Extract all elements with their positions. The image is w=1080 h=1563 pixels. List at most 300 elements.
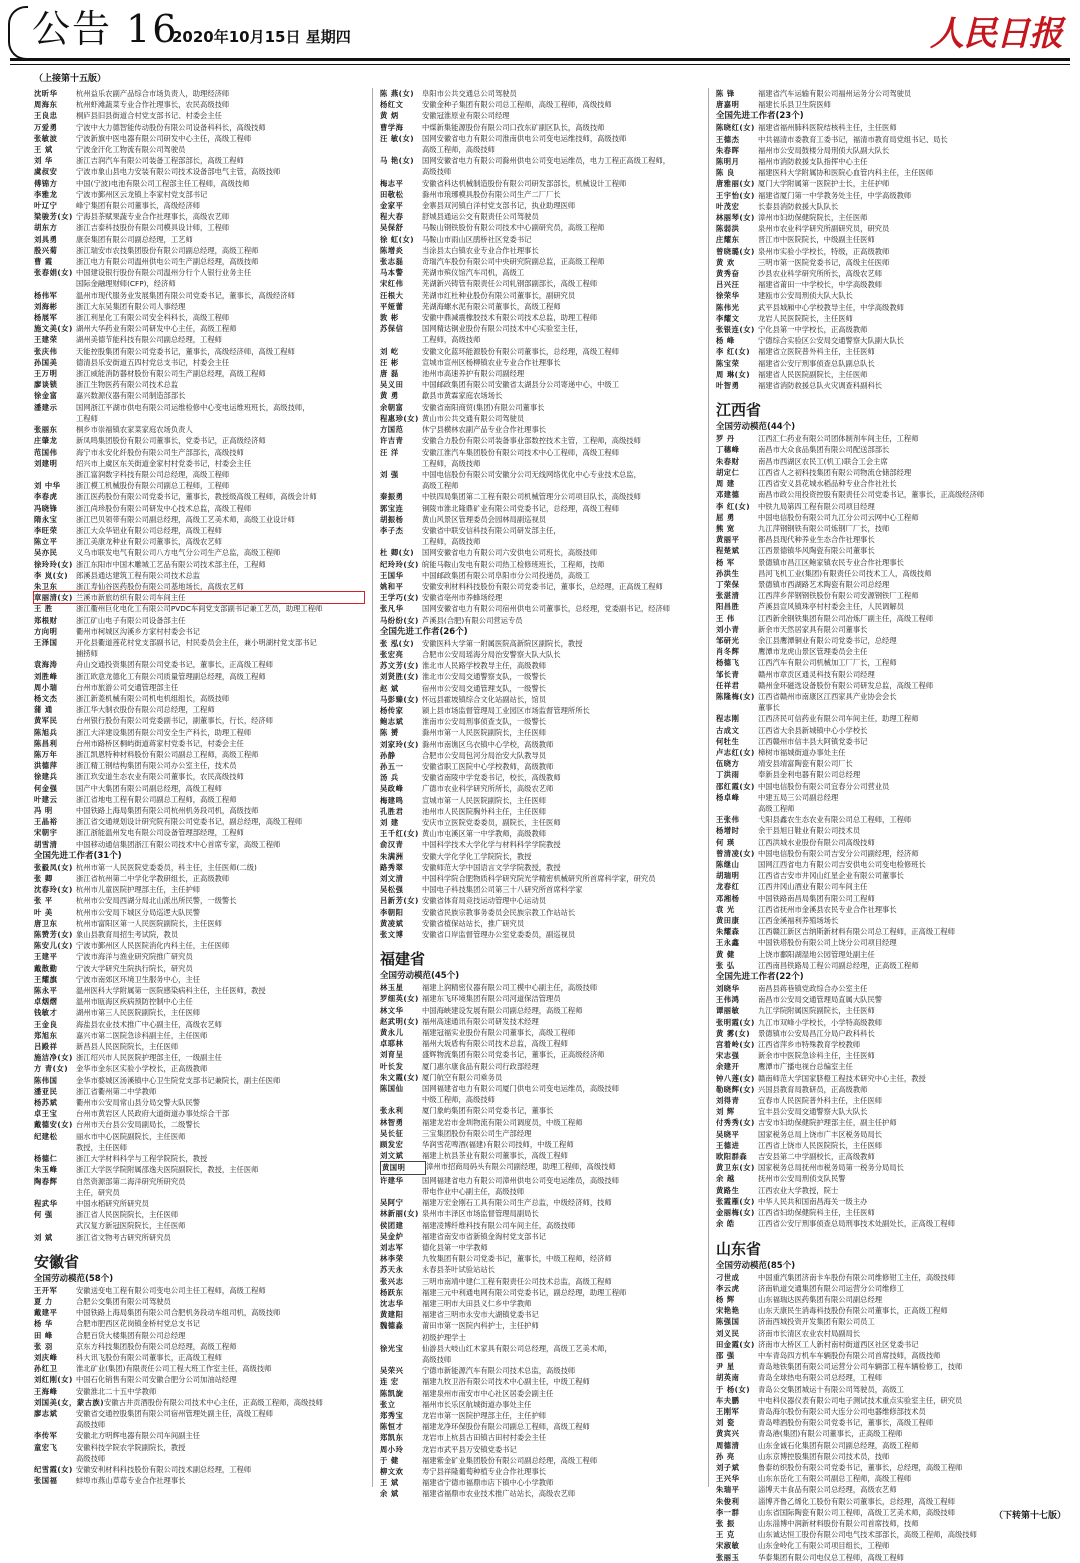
honoree-description: 池州市人民医院胸外科主任，主任医师 [422,806,547,816]
list-item [716,1417,1046,1428]
list-item [34,1220,364,1231]
honoree-description: 杭州市富阳区第一人民医院副院长，主任医师 [76,918,222,928]
list-item [34,346,364,357]
honoree-description: 国网福建省电力有限公司漳州供电公司变电运维员，高级技师 [422,1175,620,1185]
honoree-description: 宁波金汗化工物流有限公司驾驶员 [76,145,186,155]
honoree-name: 付秀秀(女) [716,1118,755,1128]
list-item [380,772,710,783]
list-item [380,1410,710,1421]
honoree-name: 罗细英(女) [380,994,419,1004]
honoree-description: 浙江威能消防器材股份有限公司生产副总经理，高级工程师 [76,369,266,379]
honoree-description: 芜湖市红杜种业股份有限公司董事长，副研究员 [422,290,576,300]
honoree-description: 南昌市西湖区农民工(机工)联合工会主席 [758,456,888,466]
honoree-description: 漳州市招商局码头有限公司副经理，助理工程师，高级技师 [426,1162,616,1172]
list-item [380,1161,710,1174]
honoree-description: 浙江电力有限公司温州供电公司生产副总经理，高级技师 [76,257,259,267]
list-item [716,769,1046,780]
list-item [380,222,710,233]
honoree-name: 杨传家 [380,705,404,715]
list-item [716,88,1046,99]
honoree-description: 芜湖新兴铸管有限责任公司轧钢部副部长，高级工程师 [422,279,598,289]
honoree-description: 合肥市公安局瑶海分局治安警察大队大队长 [422,649,561,659]
honoree-name: 朱耀森 [716,927,740,937]
list-item [716,1283,1046,1294]
honoree-description: 山东省国际陶瓷有限公司工程师，高级工艺美术师，高级技师 [758,1507,956,1517]
honoree-description: 浙江大东吴集团有限公司人事经理 [76,301,186,311]
list-item [34,570,364,581]
list-item [716,178,1046,189]
honoree-description: 江西省大余县新城镇中心小学校长 [758,725,868,735]
list-item [380,357,710,368]
honoree-name: 刘家玲(女) [380,739,419,749]
honoree-name: 车夫鹏 [716,1395,740,1405]
honoree-description: 安徽省亳州市养蜂场经理 [422,593,503,603]
honoree-name: 王 克 [716,1530,735,1540]
list-item [34,88,364,99]
list-item [716,358,1046,369]
list-item [34,503,364,514]
honoree-description: 淄博天丰食品有限公司总经理，高级农艺师 [758,1485,897,1495]
list-item [380,918,710,929]
honoree-description: 峰宁集团有限公司董事长，高级经济师 [76,201,201,211]
honoree-name: 陈 赟 [380,728,399,738]
honoree-description: 青岛海尔股份有限公司大连分公司电器维修部技术员 [758,1406,926,1416]
honoree-name: 李耀文 [716,313,740,323]
honoree-name: 王耀旗 [34,974,58,984]
honoree-description: 江西赣江新区吉纳斯新材料有限公司总工程师，正高级工程师 [758,927,956,937]
honoree-description: 安徽省体育局竞技运动管理中心运动员 [422,896,547,906]
honoree-name: 张霞雁(女) [716,1196,755,1206]
honoree-name: 杜 卿(女) [380,548,415,558]
honoree-description: 中国(宁波)电池有限公司工程部主任工程师，高级技师 [76,178,250,188]
honoree-name: 余 越 [716,1174,735,1184]
honoree-description: 中国铁路上海局集团有限公司杭州机务段司机，高级技师 [76,806,259,815]
column-2 [380,88,710,1500]
category-heading: 全国先进工作者(31个) [34,850,122,861]
list-item [34,256,364,267]
honoree-description: 浙江新菱机械有限公司机电机组组长，高级技师 [76,693,230,703]
honoree-description: 安徽安利材料科技股份有限公司技术副总经理，工程师 [76,1464,252,1474]
honoree-description: 黄山市公共交通有限公司驾驶员 [422,413,525,423]
honoree-name: 田金霞(女) [716,1339,755,1349]
honoree-description: 中国邮政集团有限公司阜阳市分公司投递员，高级工 [422,570,590,580]
honoree-description: 安徽淮北二十五中学教师 [76,1386,157,1396]
honoree-description: 福建省汽车运输有限公司福州运务分公司驾驶员 [758,89,912,98]
honoree-name: 柳文欢 [380,1466,404,1476]
list-item [716,313,1046,324]
honoree-description: 福建省公安厅刑事侦查总队副总队长 [758,358,875,368]
honoree-description: 衢州市公安局常山县分局交警大队民警 [76,1098,201,1108]
honoree-name: 何 瑛 [716,837,735,847]
honoree-description: 浙江欧意龙德化工有限公司质量管理副总经理，高级工程师 [76,671,266,681]
honoree-description: 安徽省中联安信科技有限公司研发部主任， [422,525,561,535]
honoree-name: 程惠珍(女) [380,413,419,423]
honoree-description: 安徽冠淮原业有限公司经理 [422,111,510,121]
list-item [34,525,364,536]
honoree-description: 青岛地铁集团有限公司运营分公司车辆部工程车辆检修工，技师 [758,1362,963,1372]
honoree-name: 苏保信 [380,324,404,334]
list-item [716,467,1046,478]
honoree-description: 安徽古井贡酒股份有限公司技术中心主任，正高级工程师，高级技师 [104,1397,323,1407]
list-item [34,1209,364,1220]
province-heading: 安徽省 [34,1252,80,1271]
honoree-description: 济南西城投资开发集团有限公司员工 [758,1317,875,1327]
list-item [716,1328,1046,1339]
honoree-description: 江西金溪福利养殖场场长 [758,916,839,926]
list-item [34,402,364,413]
list-item [380,110,710,121]
honoree-name: 李子杰 [380,525,404,535]
honoree-name: 杨卓峰 [716,792,740,802]
honoree-description: 主任，研究员 [76,1187,120,1197]
honoree-description: 山东京博控股集团有限公司技术员，技师 [758,1451,890,1461]
list-item [380,1388,710,1399]
list-item [34,715,364,726]
honoree-description: 合肥市肥西区花岗镇金桥村党总支书记 [76,1319,201,1329]
honoree-description: 郎溪县通达建筑工程有限公司技术总监 [76,570,201,580]
list-item [380,211,710,222]
honoree-name: 苏天永 [380,1265,404,1275]
honoree-name: 张湛清 [716,591,740,601]
honoree-name: 张 平 [34,896,53,906]
honoree-description: 九江萍钢钢铁有限公司炼钢厂厂长，技师 [758,523,890,533]
honoree-description: 宁波市鄞州区人民医院消化内科主任，主任医师 [76,941,230,951]
honoree-name: 庄耀东 [716,235,740,245]
list-item [380,447,710,458]
list-item [716,1484,1046,1495]
honoree-description: 国网安徽省电力有限公司淮南供电公司变电运维技师，高级技师 [422,133,627,143]
honoree-name: 王学巧(女) [380,593,419,603]
honoree-name: 范国伟 [34,447,58,457]
list-item [34,827,364,838]
honoree-name: 张 振 [716,1518,735,1528]
honoree-description: 抚州市公安局刑侦支队民警 [758,1174,846,1184]
list-item [716,501,1046,512]
honoree-description: 舟山交通投资集团有限公司党委书记，董事长，正高级工程师 [76,660,274,670]
list-item [716,983,1046,994]
honoree-name: 连 宏 [380,1377,399,1387]
honoree-name: 洪德萍 [34,761,58,771]
honoree-description: 江西汇仁药业有限公司团体制剂车间主任，工程师 [758,434,919,444]
list-item [34,110,364,121]
honoree-description: 高级技师 [76,1420,106,1430]
list-item [34,738,364,749]
honoree-description: 福州市消防救援支队指挥中心主任 [758,157,868,167]
honoree-name: 王万明 [34,369,58,379]
list-item [716,915,1046,926]
honoree-name: 章丽清(女) [34,593,73,603]
honoree-description: 淮北市公安局交通警察支队，一级警长 [422,672,547,682]
honoree-description: 高级技师 [422,167,452,177]
honoree-name [34,1220,76,1231]
list-item [380,503,710,514]
list-item [380,1105,710,1116]
honoree-name: 张 卿 [34,874,53,884]
honoree-name: 梅建鸣 [380,795,404,805]
honoree-name: 李春虎 [34,492,58,502]
honoree-description: 湖州市第三人民医院副院长，主任医师 [76,1008,201,1018]
honoree-description: 浙江模工机械股份有限公司副总工程师，工程师 [76,481,230,491]
honoree-name: 沈志华 [380,1298,404,1308]
honoree-description: 国网精达铜业股份有限公司技术中心实验室主任， [422,324,583,334]
list-item [380,1253,710,1264]
honoree-name: 刘志军 [380,1242,404,1252]
honoree-name: 郑根财 [34,615,58,625]
honoree-name: 陈国仙 [380,1084,404,1094]
list-item [380,144,710,155]
list-item [34,963,364,974]
list-item [380,1264,710,1275]
honoree-name: 王宇怡(女) [716,190,755,200]
honoree-name: 尹 星 [716,1362,735,1372]
honoree-name: 刘 强 [380,469,399,479]
list-item [716,1028,1046,1039]
honoree-name: 黄永儿 [380,1028,404,1038]
honoree-description: 池州市高速养护有限公司副经理 [422,369,525,379]
list-item [34,1386,364,1397]
honoree-description: 江西萍乡萍钢钢铁股份有限公司安源钢铁厂工程师 [758,591,919,601]
list-item [34,704,364,715]
honoree-description: 浙江大洋建设集团有限公司安全生产科长，助理工程师 [76,727,252,737]
list-item [716,1207,1046,1218]
honoree-description: 天能控股集团有限公司党委书记，董事长，高级经济师，高级工程师 [76,346,295,356]
list-item [34,290,364,301]
honoree-name: 丁洪雨 [716,770,740,780]
honoree-name: 丁荣保 [716,579,740,589]
honoree-name: 周德清 [716,1440,740,1450]
honoree-name: 陈立平 [34,537,58,547]
list-item [380,133,710,144]
list-item [716,792,1046,803]
honoree-name: 吴长征 [380,1128,404,1138]
honoree-name: 唐雅丽(女) [716,179,755,189]
honoree-description: 安徽省口岸监督管理办公室党委委员，副巡视员 [422,930,576,940]
list-item [380,615,710,626]
honoree-name: 王国华 [380,570,404,580]
list-item [380,514,710,525]
list-item [716,134,1046,145]
honoree-name: 纪雪霞(女) [34,1464,73,1474]
honoree-description: 浙江生物医药有限公司技术总监 [76,380,179,390]
honoree-name: 廖谈锁 [34,380,58,390]
honoree-name: 鲍志斌 [380,717,404,727]
honoree-description: 江西省赣州市南康区江西家具产业协会会长 [758,691,897,701]
honoree-name: 刘海彬 [34,301,58,311]
list-item [716,859,1046,870]
list-item [716,1473,1046,1484]
honoree-name: 吴阿宁 [380,1198,404,1208]
honoree-name: 张志磊 [380,257,404,267]
honoree-description: 安庆市立医院党委委员，副院长，主任医师 [422,818,561,827]
honoree-name: 胡定仁 [716,467,740,477]
honoree-name: 陈昌利 [34,738,58,748]
list-item [716,1305,1046,1316]
list-item [34,1374,364,1385]
honoree-name: 陈明月 [716,157,740,167]
honoree-description: 江西济民可信药业有限公司车间主任，助理工程师 [758,714,919,724]
honoree-name: 陈增炎 [380,245,404,255]
honoree-name: 曾晓璐(女) [716,246,755,256]
list-item [716,825,1046,836]
list-item [34,413,364,424]
honoree-name: 杨德飞 [716,658,740,668]
honoree-name: 吴义田 [380,380,404,390]
honoree-name: 何金强 [34,783,58,793]
list-item [716,691,1046,702]
honoree-name: 朱满洲 [380,851,404,861]
honoree-description: 泉州市农业科学研究所副研究员，研究员 [758,224,890,234]
list-item [716,1272,1046,1283]
list-item [34,1164,364,1175]
honoree-name: 王建平 [34,952,58,962]
honoree-description: 宁波市鄞州区云龙镇上李家村党支部书记 [76,189,208,199]
list-item [716,1552,1046,1563]
honoree-name: 林玉星 [380,983,404,993]
list-item [716,1350,1046,1361]
honoree-description: 南昌县蒋巷镇党政综合办公室主任 [758,984,868,994]
honoree-description: 浙江浙能温州发电有限公司设备管理部经理，工程师 [76,828,244,838]
honoree-description: 吉安市妇幼保健院护理部主任，副主任护师 [758,1118,897,1128]
honoree-name: 周小玲 [380,1444,404,1454]
honoree-name: 陈恒才 [380,1422,404,1432]
honoree-description: 宁德综合实验区公安局交通警察大队副大队长 [758,336,904,346]
honoree-description: 江西洪城水业股份有限公司高级技师 [758,837,875,847]
honoree-description: 山东诚达恒工股份有限公司电气技术部部长，高级工程师，高级技师 [758,1530,977,1540]
list-item [34,1052,364,1063]
section-title: 公告 16 [32,7,179,51]
list-item [34,1352,364,1363]
honoree-description: 山东福瑞达医药集团有限公司副总经理 [758,1294,883,1304]
honoree-description: 鲁泰纺织股份有限公司党委书记，董事长，总经理，高级工程师 [758,1462,963,1472]
honoree-description: 安徽省南陵中学党委书记，校长，高级教师 [422,773,561,783]
honoree-description: 滁州市琅琊模具股份有限公司生产二厂厂长 [422,189,561,199]
honoree-description: 山东金诚石化集团有限公司副总经理，高级工程师 [758,1440,919,1450]
honoree-description: 福建泉州市南安市中心社区居委会副主任 [422,1388,554,1398]
list-item [380,660,710,671]
honoree-description: 南昌市大众食品集团有限公司配送部部长 [758,445,890,455]
honoree-name [34,413,76,424]
list-item [34,974,364,985]
list-item [34,491,364,502]
honoree-name: 刘胜峰 [34,671,58,681]
honoree-description: 温州市瓯海区疾病预防控制中心主任 [76,997,193,1007]
honoree-name: 王 伟 [716,613,735,623]
list-item [716,601,1046,612]
honoree-name: 隋永宝 [34,514,58,524]
list-item [34,1419,364,1430]
list-item [34,760,364,771]
honoree-description: 九牧集团有限公司党委书记，董事长，中级工程师，经济师 [422,1254,612,1264]
list-item [34,424,364,435]
list-item [34,1063,364,1074]
honoree-description: 余江县鹰潭铜业有限公司党委书记，总经理 [758,635,897,645]
honoree-name: 顾发宏 [380,1140,404,1150]
list-item [34,1341,364,1352]
list-item [380,806,710,817]
honoree-description: 福建省福州肺科医院结核科主任，主任医师 [758,123,897,133]
honoree-description: 浙江吉泰科技股份有限公司模具设计师，工程师 [76,223,230,233]
honoree-description: 中电科仪器仪表有限公司电子测试技术重点实验室主任，研究员 [758,1395,963,1405]
honoree-description: 高级技师 [422,1354,452,1364]
honoree-description: 中国海峡建设发展有限公司副总经理，高级工程师 [422,1005,583,1015]
honoree-name: 宋朝宇 [34,828,58,838]
list-item [34,278,364,289]
honoree-name: 黄田康 [716,916,740,926]
honoree-description: 浙江巴贝领带有限公司副总经理，高级工艺美术师，高级工业设计师 [76,514,295,524]
honoree-description: 浙江凯恩特种材料股份有限公司副总工程师，高级工程师 [76,749,259,759]
list-item [716,1339,1046,1350]
list-item [716,1361,1046,1372]
honoree-description: 中国电子科技集团公司第三十八研究所首席科学家 [422,885,583,895]
list-item [716,725,1046,736]
honoree-name: 黄宾兴 [716,1429,740,1439]
honoree-name [380,1186,422,1197]
list-item [380,839,710,850]
honoree-description: 山东淄博中润新材料股份有限公司首席技师，技师 [758,1518,919,1528]
honoree-name [380,166,422,177]
list-item [380,1150,710,1161]
honoree-description: 福建省消防救援总队火灾调查科副科长 [758,381,883,391]
honoree-description: 浙江玖安道生态农业有限公司董事长，农民高级技师 [76,772,244,782]
list-item [34,1007,364,1018]
list-item [34,1075,364,1086]
list-item [716,1440,1046,1451]
list-item [716,736,1046,747]
honoree-description: 国家税务总局抚州市税务局第一税务分局局长 [758,1163,904,1173]
column-3 [716,88,1046,1563]
honoree-description: 京东方科技集团股份有限公司总经理，高级工程师 [76,1341,237,1351]
honoree-name: 刘庆峰 [34,1352,58,1362]
honoree-description: 杭州市第一人民医院党委委员，科主任，主任医师(二级) [76,862,257,872]
honoree-name: 路秀翠 [380,862,404,872]
honoree-description: 景德镇市西湖路艺术陶瓷有限公司总经理 [758,579,890,589]
list-item [34,581,364,592]
honoree-name: 曾清凌(女) [716,848,755,858]
honoree-description: 福州高速通讯有限公司研发技术经理 [422,1016,539,1026]
list-item [34,1330,364,1341]
honoree-name: 施文美(女) [34,324,73,334]
honoree-description: 淮北市人民路学校教导主任，高级教师 [422,661,547,671]
honoree-name: 朱春财 [716,456,740,466]
honoree-description: 九江市双峰小学校长，小学特高级教师 [758,1017,883,1027]
honoree-name [380,1354,422,1365]
honoree-name: 孙洪生 [716,568,740,578]
honoree-description: 宁海县茶赋果蔬专业合作社理事长，高级农艺师 [76,212,230,222]
honoree-name: 廖志斌 [34,1408,58,1418]
list-item [34,122,364,133]
honoree-name: 刘义民 [716,1328,740,1338]
list-item-highlighted [34,592,364,603]
honoree-description: 宁波市象山县电力安装有限公司技术设备部电气主管，高级技师 [76,167,281,177]
list-item [34,693,364,704]
honoree-description: 樟树市福城街道办事处主任 [758,747,846,757]
honoree-name: 黄 炳 [380,111,399,121]
list-item [716,1294,1046,1305]
list-item [380,1197,710,1208]
honoree-description: 浙江绍兴市人民医院护理部主任，一级副主任 [76,1053,222,1063]
honoree-name: 张丽玉 [716,1552,740,1562]
list-item [716,268,1046,279]
honoree-name: 古成文 [716,725,740,735]
list-item [716,1162,1046,1173]
honoree-description: 国网安徽省电力有限公司六安供电公司班长，高级技师 [422,548,598,558]
honoree-description: 江西南昌铁路局工程公司副总经理，正高级工程师 [758,960,919,970]
honoree-description: 芦溪县宣风镇珠亭村村委会主任，人民调解员 [758,602,904,612]
honoree-description: 鹰潭市龙虎山景区管理委员会主任 [758,647,868,657]
list-item [380,761,710,772]
honoree-description: 浙江省交通规划设计研究院有限公司党委书记，副总经理，高级工程师 [76,817,303,827]
honoree-name: 王泽国 [34,637,58,647]
